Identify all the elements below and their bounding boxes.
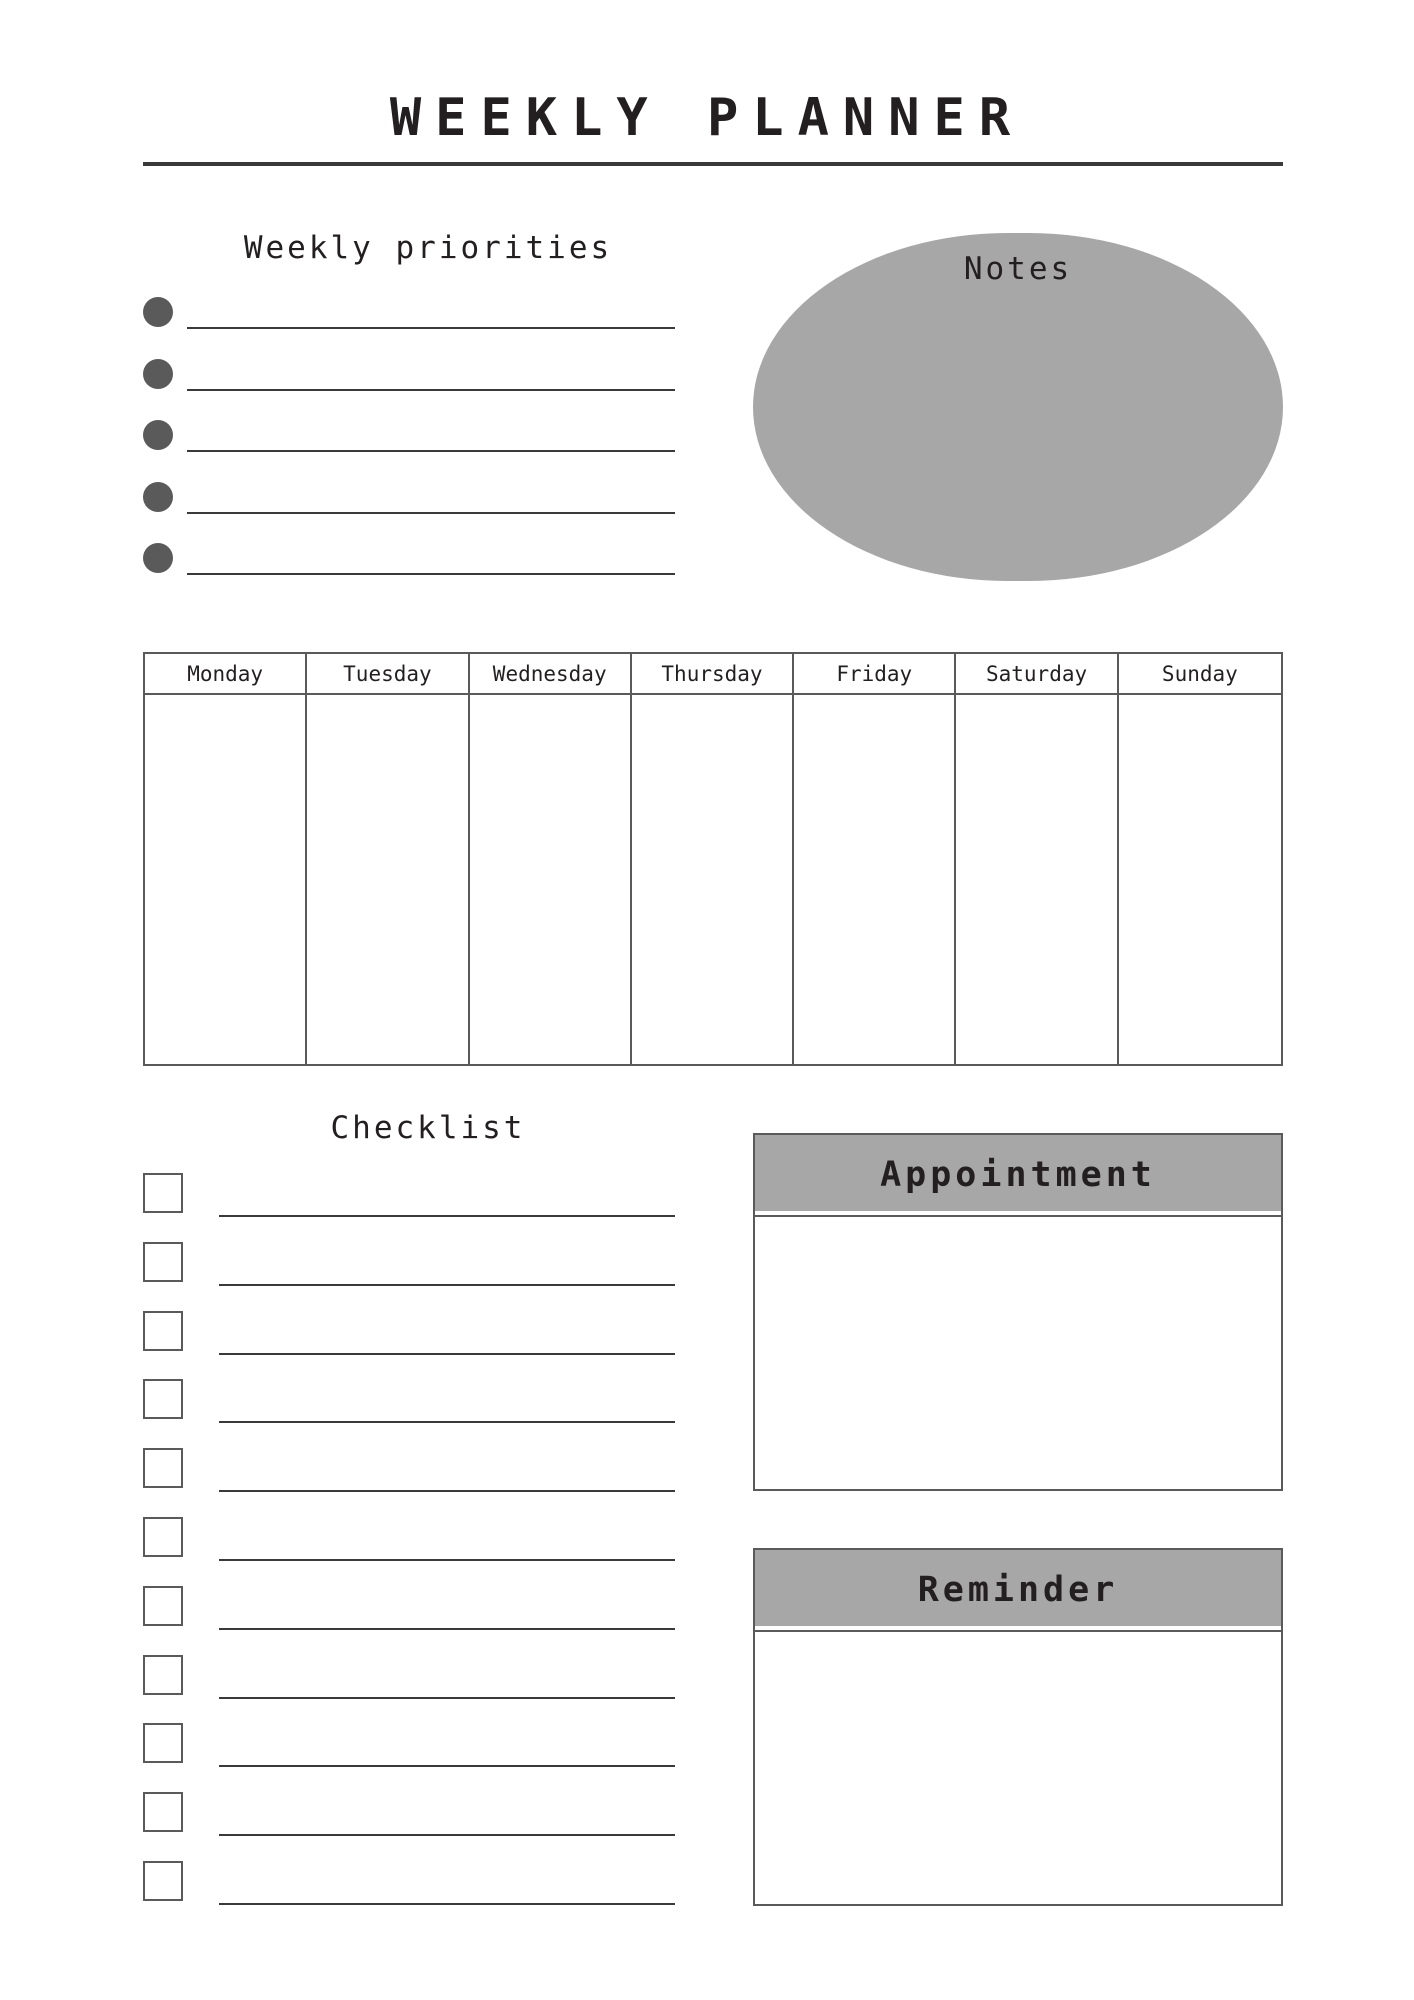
day-header-wednesday: Wednesday xyxy=(470,654,632,695)
checkbox[interactable] xyxy=(143,1242,183,1282)
priority-writing-line[interactable] xyxy=(187,389,675,391)
checklist-item xyxy=(143,1173,675,1215)
checklist-item xyxy=(143,1379,675,1421)
priority-writing-line[interactable] xyxy=(187,512,675,514)
checklist-item xyxy=(143,1861,675,1903)
bullet-icon xyxy=(143,420,173,450)
reminder-header: Reminder xyxy=(755,1550,1281,1632)
week-grid xyxy=(143,652,1283,1066)
checkbox[interactable] xyxy=(143,1723,183,1763)
day-cell-thursday[interactable] xyxy=(632,695,794,1064)
day-header-saturday: Saturday xyxy=(956,654,1118,695)
checklist-writing-line[interactable] xyxy=(219,1903,675,1905)
checkbox[interactable] xyxy=(143,1517,183,1557)
bullet-icon xyxy=(143,297,173,327)
day-cell-tuesday[interactable] xyxy=(307,695,469,1064)
bullet-icon xyxy=(143,543,173,573)
day-header-tuesday: Tuesday xyxy=(307,654,469,695)
checkbox[interactable] xyxy=(143,1655,183,1695)
checklist-writing-line[interactable] xyxy=(219,1697,675,1699)
priority-item[interactable] xyxy=(143,482,675,512)
priorities-heading: Weekly priorities xyxy=(243,230,613,266)
day-cell-friday[interactable] xyxy=(794,695,956,1064)
checklist-item xyxy=(143,1792,675,1834)
checklist-item xyxy=(143,1311,675,1353)
checkbox[interactable] xyxy=(143,1586,183,1626)
priority-item[interactable] xyxy=(143,420,675,450)
notes-label: Notes xyxy=(963,251,1073,287)
bullet-icon xyxy=(143,482,173,512)
checkbox[interactable] xyxy=(143,1173,183,1213)
checklist-item xyxy=(143,1655,675,1697)
appointment-panel[interactable] xyxy=(753,1133,1283,1491)
priority-item[interactable] xyxy=(143,297,675,327)
checklist-writing-line[interactable] xyxy=(219,1421,675,1423)
checklist-item xyxy=(143,1448,675,1490)
checklist-writing-line[interactable] xyxy=(219,1559,675,1561)
checkbox[interactable] xyxy=(143,1861,183,1901)
checklist-writing-line[interactable] xyxy=(219,1490,675,1492)
appointment-header: Appointment xyxy=(755,1135,1281,1217)
checklist-heading: Checklist xyxy=(330,1110,526,1146)
priority-item[interactable] xyxy=(143,359,675,389)
checklist-item xyxy=(143,1242,675,1284)
reminder-panel[interactable] xyxy=(753,1548,1283,1906)
day-header-friday: Friday xyxy=(794,654,956,695)
checklist-item xyxy=(143,1723,675,1765)
day-cell-sunday[interactable] xyxy=(1119,695,1281,1064)
checklist-writing-line[interactable] xyxy=(219,1215,675,1217)
checkbox[interactable] xyxy=(143,1448,183,1488)
day-cell-monday[interactable] xyxy=(145,695,307,1064)
day-cell-wednesday[interactable] xyxy=(470,695,632,1064)
notes-area[interactable] xyxy=(753,233,1283,581)
checklist-item xyxy=(143,1517,675,1559)
checkbox[interactable] xyxy=(143,1311,183,1351)
bullet-icon xyxy=(143,359,173,389)
checklist-item xyxy=(143,1586,675,1628)
day-header-thursday: Thursday xyxy=(632,654,794,695)
priority-writing-line[interactable] xyxy=(187,573,675,575)
day-cell-saturday[interactable] xyxy=(956,695,1118,1064)
checkbox[interactable] xyxy=(143,1379,183,1419)
day-header-sunday: Sunday xyxy=(1119,654,1281,695)
title-divider xyxy=(143,162,1283,166)
priority-item[interactable] xyxy=(143,543,675,573)
checklist-writing-line[interactable] xyxy=(219,1834,675,1836)
checklist-writing-line[interactable] xyxy=(219,1628,675,1630)
priority-writing-line[interactable] xyxy=(187,327,675,329)
checklist-writing-line[interactable] xyxy=(219,1284,675,1286)
checkbox[interactable] xyxy=(143,1792,183,1832)
checklist-writing-line[interactable] xyxy=(219,1765,675,1767)
checklist-writing-line[interactable] xyxy=(219,1353,675,1355)
priority-writing-line[interactable] xyxy=(187,450,675,452)
day-header-monday: Monday xyxy=(145,654,307,695)
page-title: WEEKLY PLANNER xyxy=(389,88,1025,148)
